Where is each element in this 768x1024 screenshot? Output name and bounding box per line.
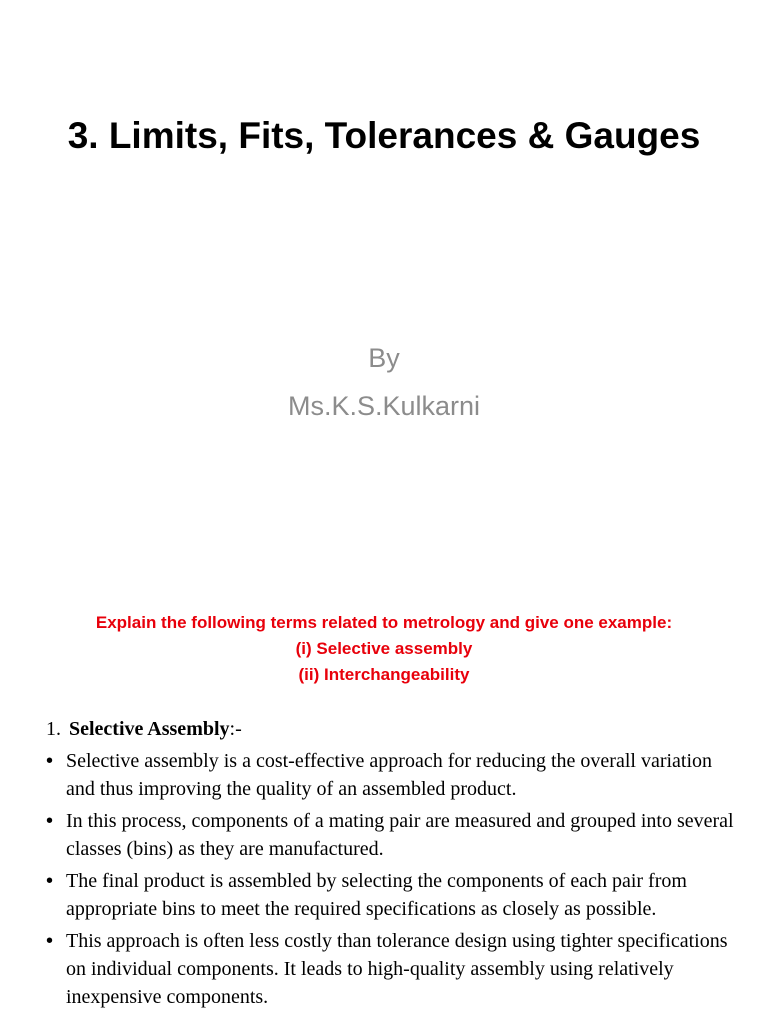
- question-block: [20, 610, 748, 688]
- bullet-point: • In this process, components of a mating pair are measured and grouped into several classes (bins) as they are manufactured.: [46, 807, 736, 863]
- bullet-point: • Selective assembly is a cost-effective approach for reducing the overall variation and thus improving the quality of an assembled product.: [46, 747, 736, 803]
- question-prompt: Explain the following terms related to metrology and give one example:: [95, 613, 673, 632]
- answer-block: [46, 714, 736, 1015]
- bullet-point: • This approach is often less costly than tolerance design using tighter specifications on individual components. It leads to high-quality assembly using relatively inexpensive components.: [46, 927, 736, 1011]
- by-label: By: [368, 343, 400, 373]
- answer-points: [46, 747, 736, 1011]
- question-item: (i) Selective assembly: [295, 639, 473, 658]
- answer-number: 1.: [46, 718, 61, 740]
- author-name: Ms.K.S.Kulkarni: [287, 391, 481, 421]
- answer-suffix: :-: [229, 718, 242, 740]
- question-item: (ii) Interchangeability: [298, 665, 470, 684]
- slide-title: 3. Limits, Fits, Tolerances & Gauges: [67, 115, 701, 156]
- answer-term: Selective Assembly: [69, 718, 230, 740]
- bullet-point: • The final product is assembled by selecting the components of each pair from appropriate bins to meet the required specifications as closely as possible.: [46, 867, 736, 923]
- slide-subtitle: [100, 334, 668, 430]
- answer-heading: [46, 714, 736, 744]
